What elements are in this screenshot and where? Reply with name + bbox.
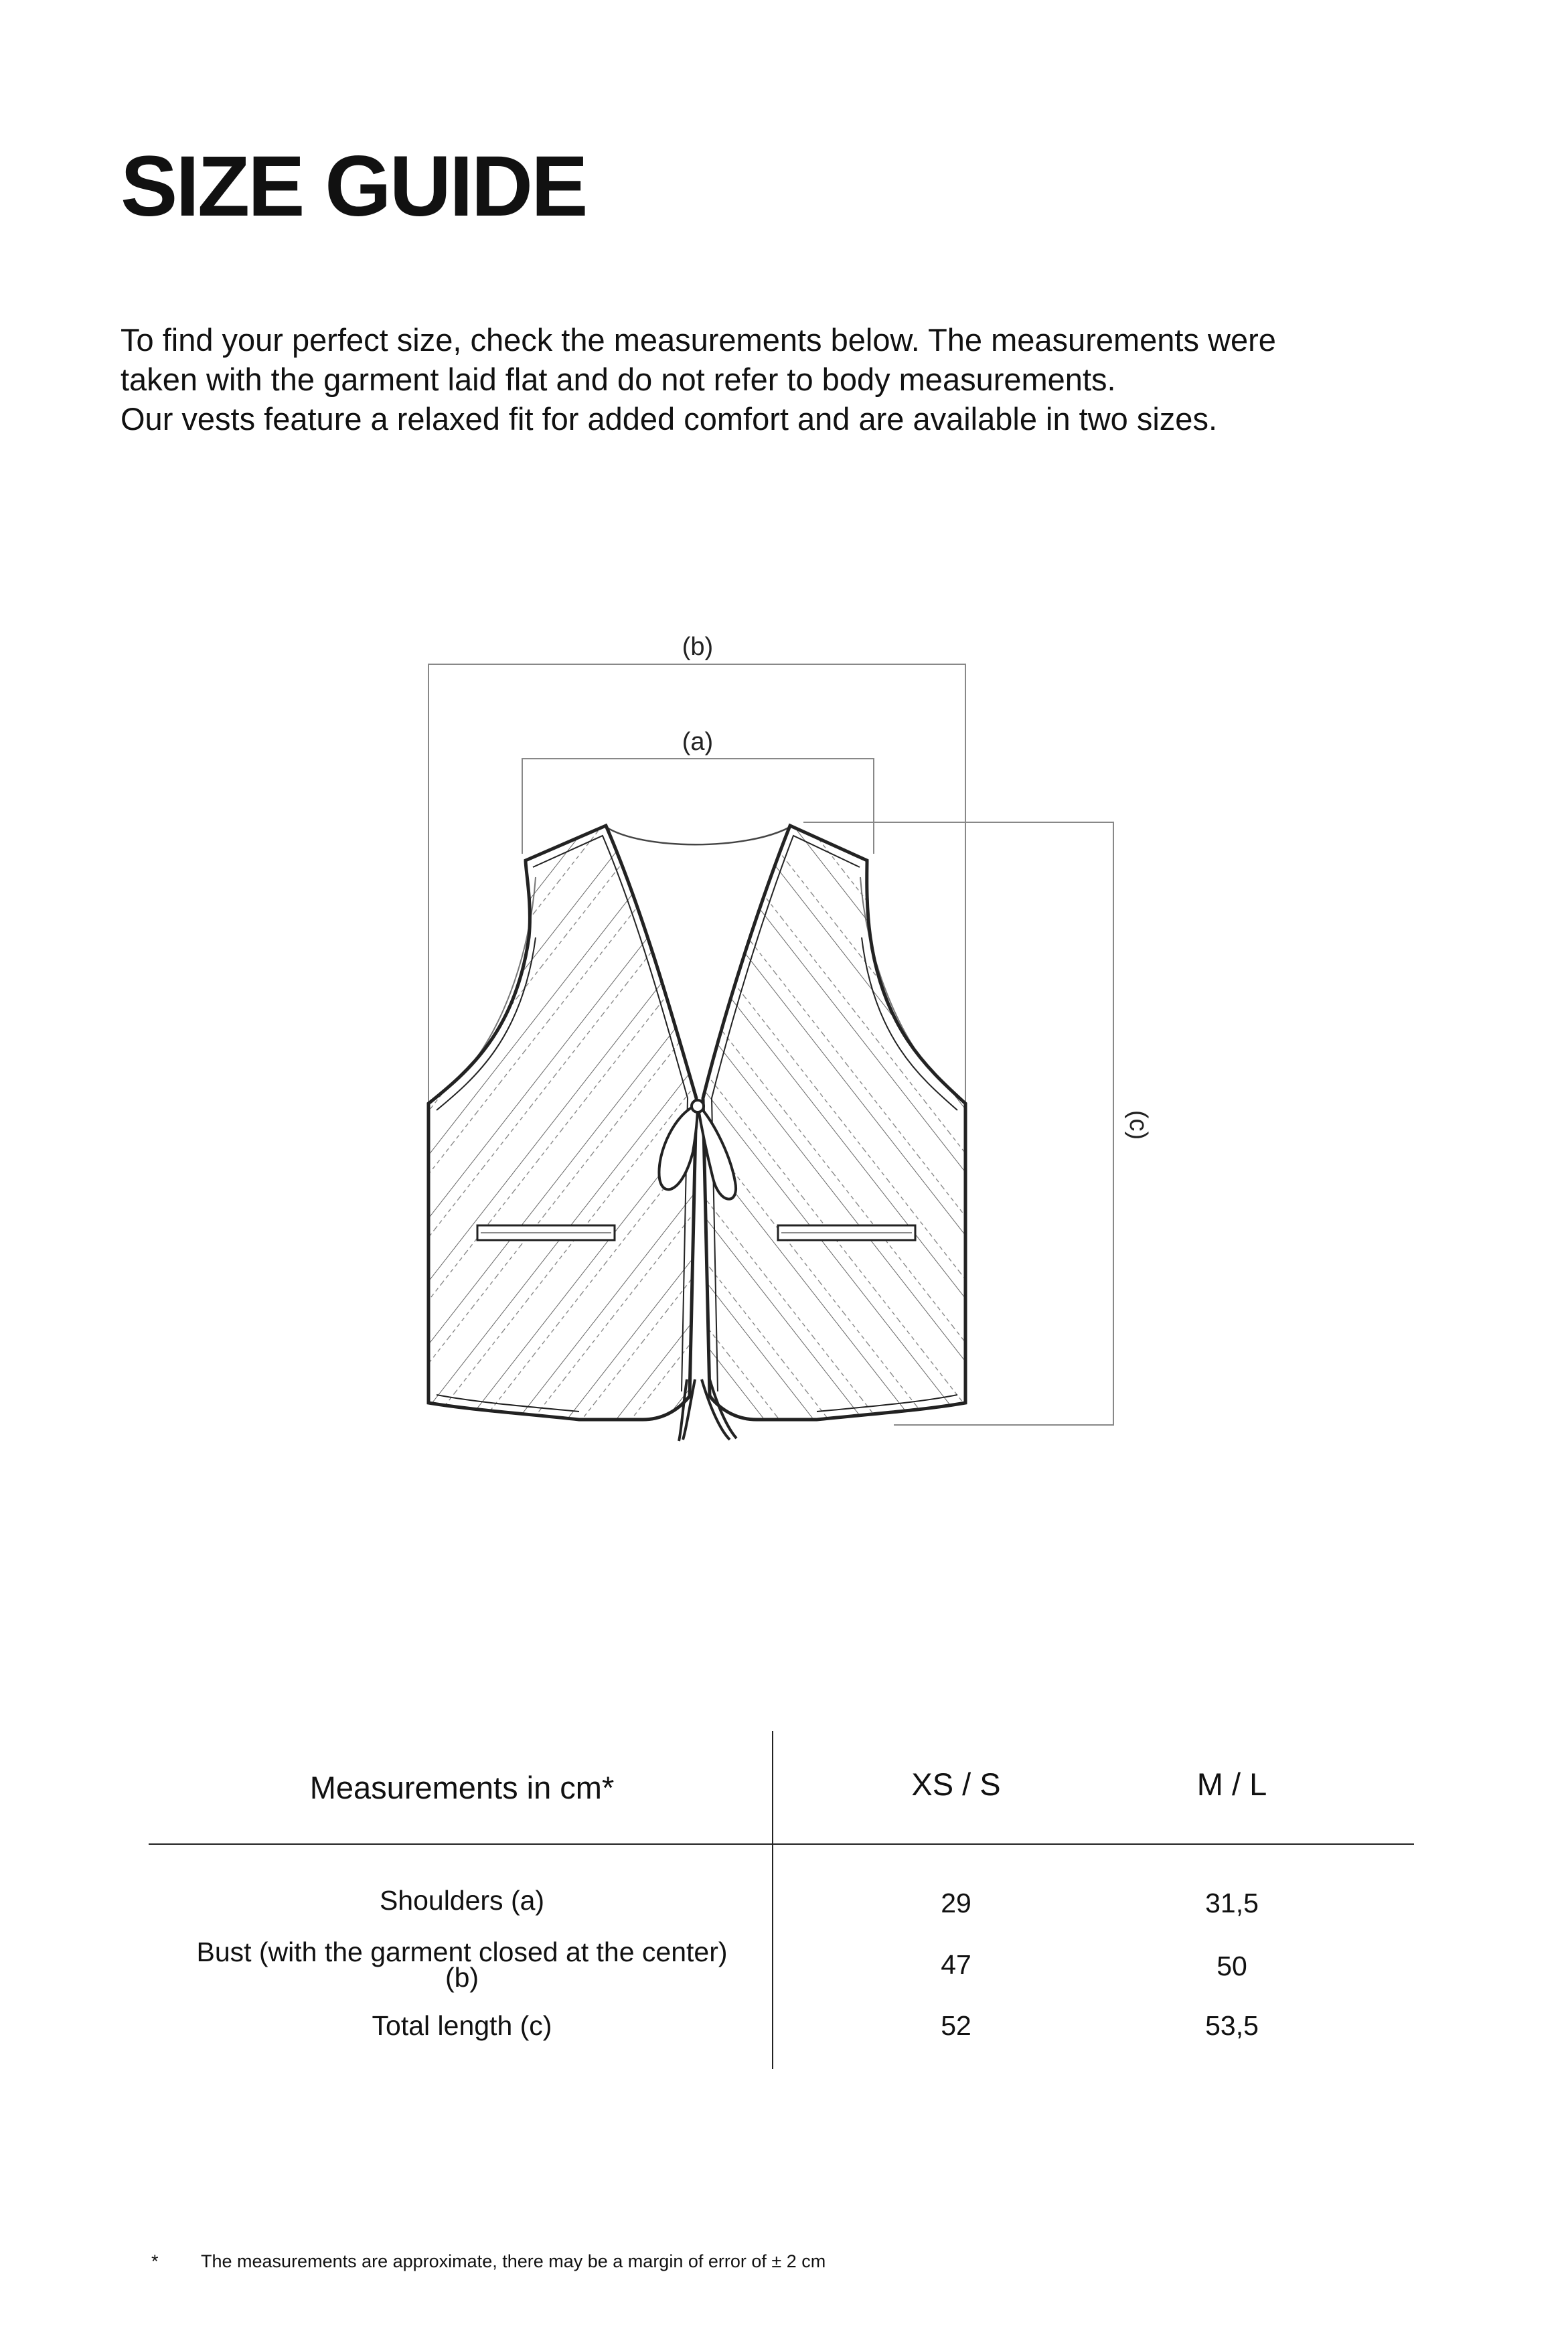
table-header-measure: Measurements in cm* [309,1770,615,1805]
pocket-left [477,1225,615,1240]
footnote-text: The measurements are approximate, there may be a margin of error of ± 2 cm [201,2251,826,2271]
table-divider-vertical [772,1731,773,2069]
row-label: Bust (with the garment closed at the center) [196,1937,728,1967]
intro-line: taken with the garment laid flat and do not refer to body measurements. [121,362,1116,397]
row-label: Shoulders (a) [379,1885,545,1916]
row-value: 29 [941,1888,971,1918]
vest-diagram [402,623,1172,1487]
row-label: Total length (c) [372,2010,552,2041]
row-value: 31,5 [1205,1888,1259,1918]
footnote-marker: * [151,2251,159,2271]
row-label-suffix: (b) [445,1962,479,1993]
back-neckline [606,827,790,844]
row-value: 47 [941,1949,971,1980]
vest-left-panel [428,826,696,1420]
page-title: SIZE GUIDE [121,139,586,234]
table-divider-horizontal [149,1843,1414,1845]
intro-line: To find your perfect size, check the measurements below. The measurements were [121,322,1276,358]
row-value: 50 [1217,1951,1247,1981]
table-header-size-m-l: M / L [1196,1766,1267,1802]
row-value: 52 [941,2010,971,2041]
vest-right-panel [703,826,965,1420]
label-a: (a) [682,728,714,756]
intro-line: Our vests feature a relaxed fit for added comfort and are available in two sizes. [121,401,1218,437]
label-c: (c) [1124,1110,1152,1140]
row-value: 53,5 [1205,2010,1259,2041]
table-header-size-xs-s: XS / S [911,1766,1001,1802]
label-b: (b) [682,633,714,661]
intro-paragraph [121,320,1460,439]
pocket-right [778,1225,915,1240]
